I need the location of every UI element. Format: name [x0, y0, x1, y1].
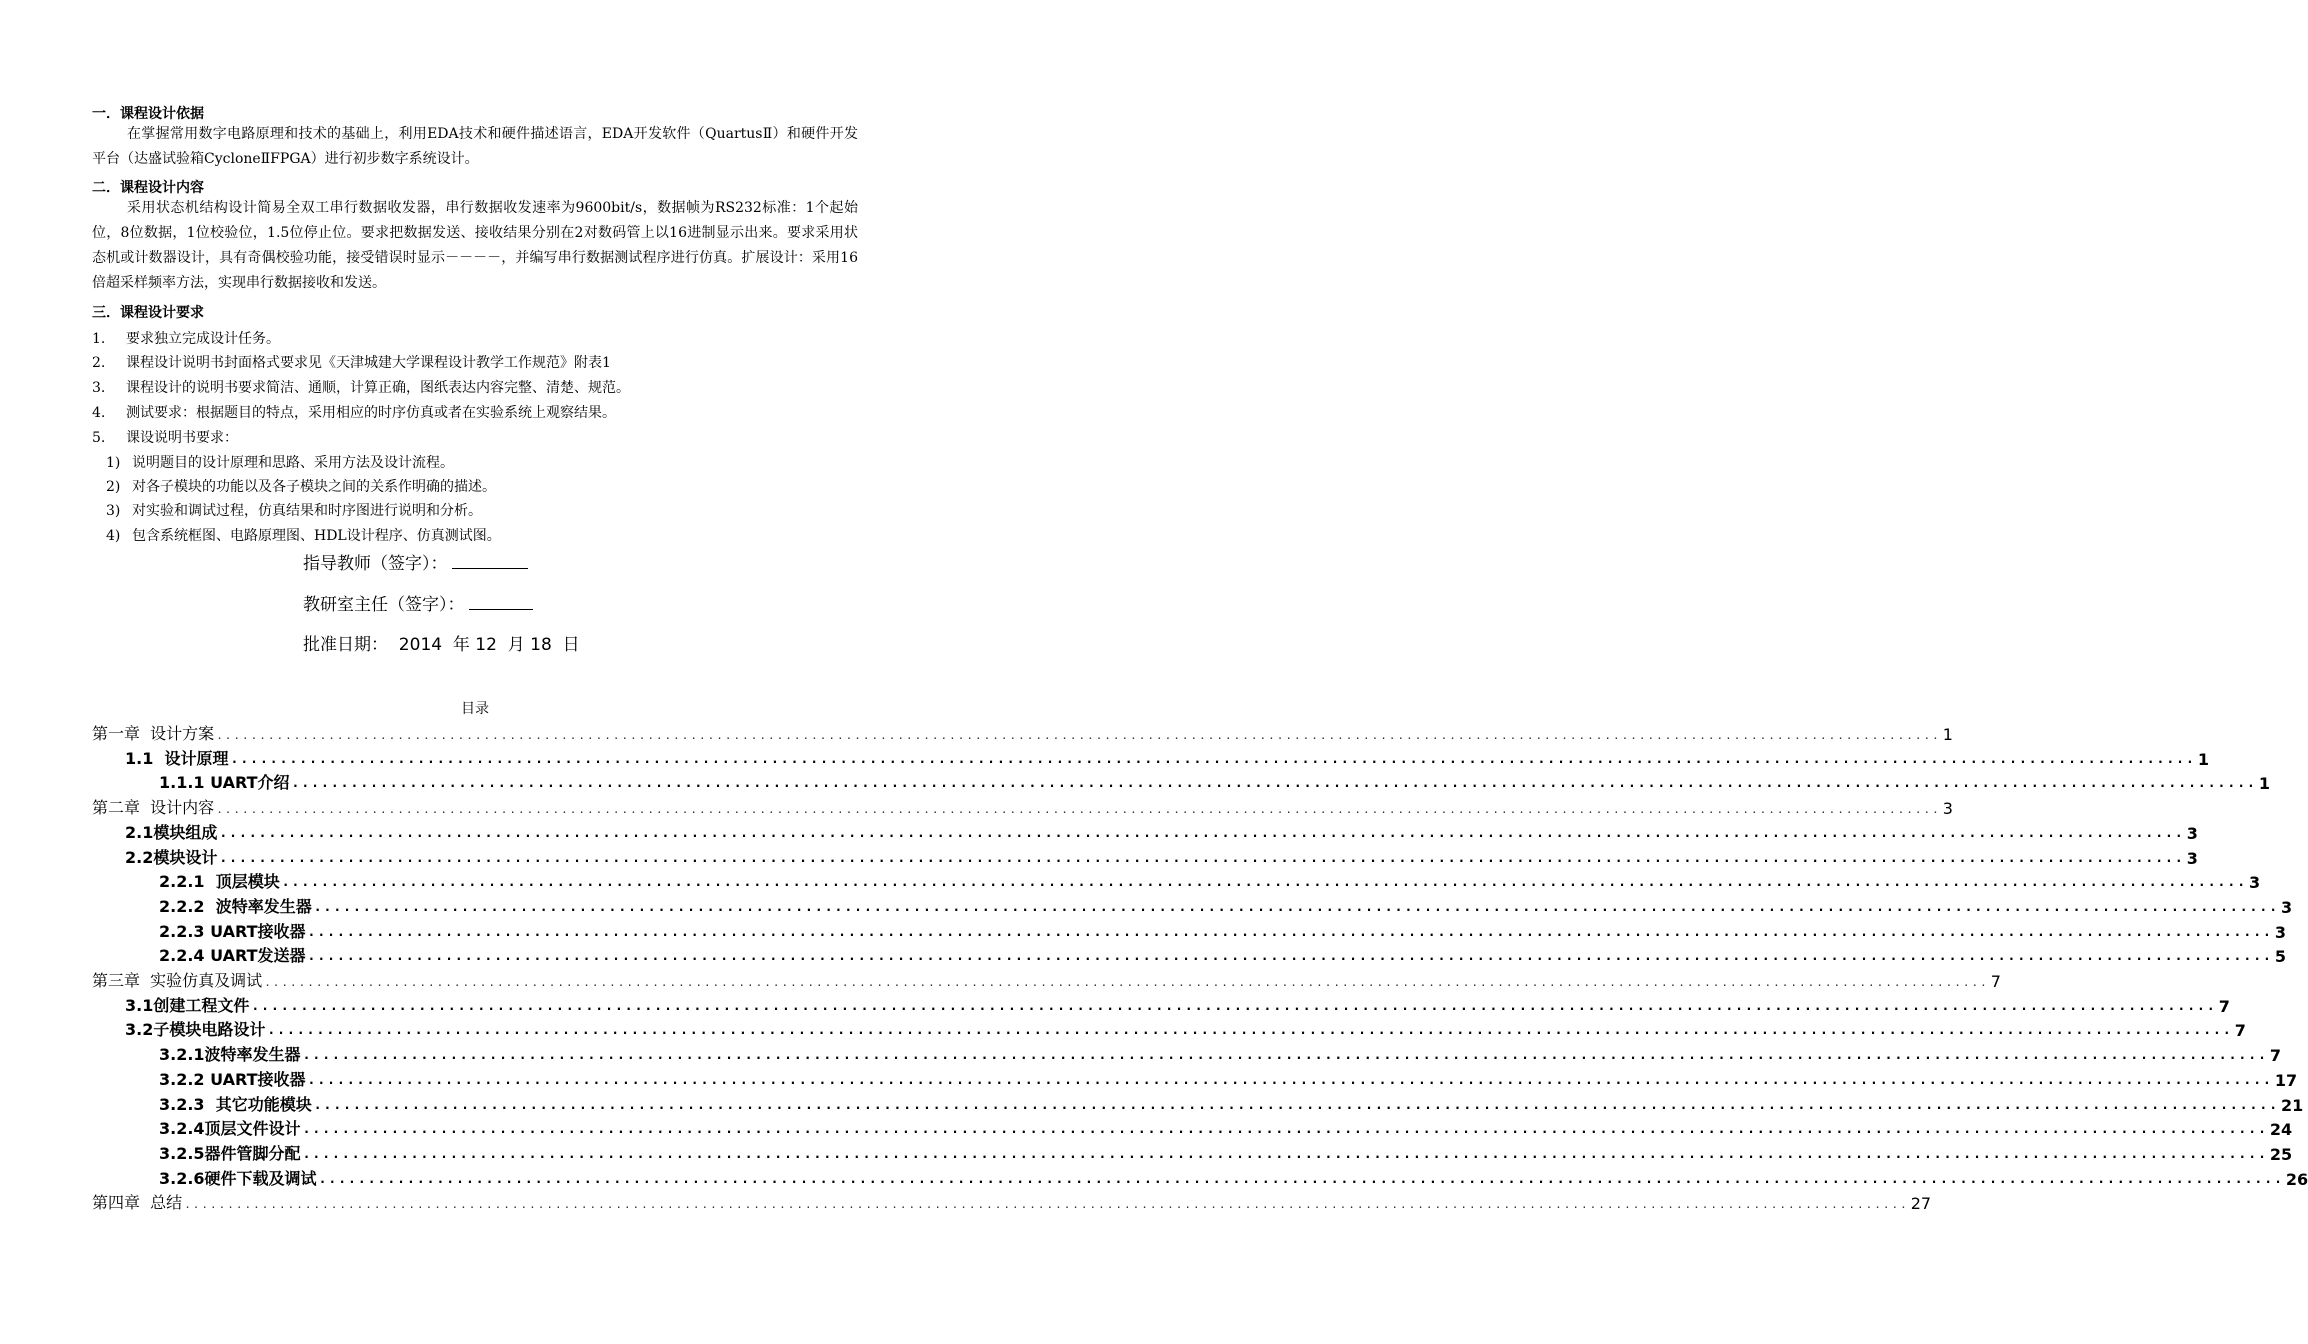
- toc-entry-page: 1: [1942, 725, 1953, 744]
- requirement-text: 测试要求：根据题目的特点，采用相应的时序仿真或者在实验系统上观察结果。: [126, 405, 616, 421]
- toc-leader-dots: ........................................................................................................................................................................................................: [302, 1048, 2268, 1064]
- section-text-basis: 在掌握常用数字电路原理和技术的基础上，利用EDA技术和硬件描述语言，EDA开发软件（QuartusⅡ）和硬件开发平台（达盛试验箱CycloneⅡFPGA）进行初步数字系统设计。: [92, 126, 858, 167]
- toc-entry[interactable]: [92, 1041, 2282, 1066]
- toc-leader-dots: ........................................................................................................................................................................................................: [216, 729, 1941, 742]
- subitem-text: 对实验和调试过程，仿真结果和时序图进行说明和分析。: [132, 503, 482, 519]
- toc-entry-page: 7: [2234, 1021, 2246, 1041]
- section-title-requirements: 三．课程设计要求: [92, 305, 204, 321]
- toc-entry-page: 21: [2281, 1095, 2304, 1115]
- subitem-text: 包含系统框图、电路原理图、HDL设计程序、仿真测试图。: [132, 528, 501, 544]
- section-text-content: 采用状态机结构设计简易全双工串行数据收发器，串行数据收发速率为9600bit/s，数据帧为RS232标准：1个起始位，8位数据，1位校验位，1.5位停止位。要求把数据发送、接收结果分别在2对数码管上以16进制显示出来。要求采用状态机或计数器设计，具有奇偶校验功能，接受错误时显示－－－－，并编写串行数据测试程序进行仿真。扩展设计：采用16倍超采样频率方法，实现串行数据接收和发送。: [92, 200, 858, 291]
- toc-entry-label: 2.2.2 波特率发生器: [159, 896, 312, 916]
- toc-entry-page: 1: [2197, 749, 2209, 769]
- toc-entry-page: 3: [2281, 897, 2293, 917]
- requirement-item: [92, 402, 616, 422]
- toc-entry[interactable]: [92, 1165, 2308, 1189]
- toc-entry[interactable]: [92, 1140, 2293, 1164]
- subitem-number: 1): [106, 455, 121, 471]
- toc-entry-label: 2.2.4 UART发送器: [159, 946, 306, 966]
- toc-entry-label: 3.2.6硬件下载及调试: [159, 1168, 317, 1188]
- toc-entry-page: 7: [2218, 996, 2230, 1016]
- teacher-signature-label: 指导教师（签字）：: [303, 554, 448, 574]
- toc-leader-dots: ........................................................................................................................................................................................................: [302, 1122, 2268, 1138]
- toc-entry-label: 1.1 设计原理: [125, 748, 229, 768]
- toc-leader-dots: ........................................................................................................................................................................................................: [219, 850, 2185, 866]
- toc-entry-label: 3.2.1波特率发生器: [159, 1045, 301, 1065]
- toc-entry[interactable]: [92, 1091, 2304, 1115]
- toc-entry-page: 24: [2269, 1120, 2293, 1140]
- toc-entry-label: 3.2.4顶层文件设计: [159, 1119, 301, 1139]
- requirement-text: 课程设计的说明书要求简洁、通顺，计算正确，图纸表达内容完整、清楚、规范。: [126, 380, 630, 396]
- requirement-subitem: [106, 452, 454, 472]
- toc-entry-page: 26: [2285, 1169, 2308, 1189]
- requirement-number: 3.: [92, 380, 106, 396]
- toc-leader-dots: ........................................................................................................................................................................................................: [318, 1171, 2284, 1187]
- toc-leader-dots: ........................................................................................................................................................................................................: [281, 875, 2248, 891]
- toc-entry-label: 第三章 实验仿真及调试: [92, 971, 263, 990]
- teacher-signature: [303, 549, 528, 574]
- toc-entry-label: 第一章 设计方案: [92, 724, 215, 743]
- toc-entry-page: 3: [2249, 873, 2261, 893]
- toc-entry[interactable]: [92, 1189, 1932, 1214]
- toc-leader-dots: ........................................................................................................................................................................................................: [291, 776, 2257, 792]
- toc-entry[interactable]: [92, 868, 2261, 893]
- toc-entry-label: 第四章 总结: [92, 1193, 183, 1213]
- toc-leader-dots: ........................................................................................................................................................................................................: [219, 825, 2185, 841]
- toc-leader-dots: ........................................................................................................................................................................................................: [267, 1023, 2233, 1039]
- toc-leader-dots: ........................................................................................................................................................................................................: [307, 949, 2273, 965]
- requirement-text: 要求独立完成设计任务。: [126, 331, 280, 347]
- toc-entry[interactable]: [92, 720, 1953, 744]
- toc-entry[interactable]: [92, 1066, 2298, 1090]
- toc-entry-page: 7: [2269, 1046, 2282, 1066]
- toc-entry[interactable]: [92, 1016, 2246, 1041]
- toc-entry-label: 1.1.1 UART介绍: [159, 773, 290, 793]
- toc-entry[interactable]: [92, 942, 2287, 967]
- toc-entry-page: 5: [2274, 947, 2287, 967]
- approval-date: 批准日期： 2014 年 12 月 18 日: [303, 635, 580, 655]
- subitem-number: 3): [106, 503, 121, 519]
- toc-entry-page: 17: [2274, 1070, 2298, 1090]
- toc-entry-label: 2.1模块组成: [125, 822, 218, 842]
- requirement-item: [92, 377, 630, 397]
- toc-leader-dots: ........................................................................................................................................................................................................: [307, 1072, 2273, 1088]
- toc-entry[interactable]: [92, 819, 2198, 843]
- toc-entry-label: 2.2.1 顶层模块: [159, 872, 280, 892]
- requirement-item: [92, 427, 238, 447]
- toc-entry-page: 3: [2186, 848, 2198, 868]
- toc-entry[interactable]: [92, 967, 2001, 991]
- requirement-number: 4.: [92, 405, 106, 421]
- toc-leader-dots: ........................................................................................................................................................................................................: [184, 1198, 1909, 1212]
- toc-entry-label: 3.2.3 其它功能模块: [159, 1094, 312, 1114]
- toc-entry-label: 3.2子模块电路设计: [125, 1020, 266, 1040]
- subitem-number: 4): [106, 528, 121, 544]
- section-title-basis: 一．课程设计依据: [92, 106, 204, 122]
- director-signature-line: [469, 591, 533, 610]
- toc-entry-page: 25: [2269, 1144, 2293, 1164]
- toc-entry[interactable]: [92, 918, 2287, 942]
- requirement-text: 课程设计说明书封面格式要求见《天津城建大学课程设计教学工作规范》附表1: [126, 355, 611, 371]
- section-title-content: 二．课程设计内容: [92, 180, 204, 196]
- toc-entry-label: 第二章 设计内容: [92, 798, 215, 818]
- requirement-subitem: [106, 476, 496, 496]
- toc-leader-dots: ........................................................................................................................................................................................................: [216, 803, 1941, 817]
- toc-leader-dots: ........................................................................................................................................................................................................: [313, 1097, 2280, 1113]
- toc-entry-label: 3.2.5器件管脚分配: [159, 1143, 301, 1163]
- subitem-number: 2): [106, 479, 121, 495]
- toc-entry-label: 3.1创建工程文件: [125, 995, 250, 1015]
- toc-leader-dots: ........................................................................................................................................................................................................: [230, 751, 2196, 767]
- toc-heading: 目录: [461, 701, 489, 717]
- toc-entry-page: 27: [1910, 1194, 1932, 1214]
- requirement-subitem: [106, 525, 501, 545]
- toc-leader-dots: ........................................................................................................................................................................................................: [313, 899, 2280, 915]
- toc-leader-dots: ........................................................................................................................................................................................................: [264, 976, 1989, 989]
- director-signature-label: 教研室主任（签字）：: [303, 595, 465, 615]
- toc-entry[interactable]: [92, 1115, 2293, 1140]
- toc-entry-label: 3.2.2 UART接收器: [159, 1069, 306, 1089]
- toc-entry[interactable]: [92, 992, 2230, 1016]
- requirement-item: [92, 328, 280, 348]
- toc-entry-page: 3: [1942, 799, 1953, 819]
- toc-entry-page: 3: [2274, 922, 2287, 942]
- requirement-number: 2.: [92, 355, 106, 371]
- toc-entry-page: 7: [1990, 972, 2001, 991]
- toc-entry[interactable]: [92, 893, 2293, 917]
- toc-entry-page: 1: [2258, 774, 2271, 794]
- toc-entry-label: 2.2.3 UART接收器: [159, 921, 306, 941]
- subitem-text: 对各子模块的功能以及各子模块之间的关系作明确的描述。: [132, 479, 496, 495]
- director-signature: [303, 590, 533, 615]
- toc-entry[interactable]: [92, 794, 1953, 819]
- requirement-number: 1.: [92, 331, 106, 347]
- toc-entry[interactable]: [92, 745, 2209, 769]
- toc-entry-label: 2.2模块设计: [125, 847, 218, 867]
- requirement-text: 课设说明书要求：: [126, 430, 238, 446]
- toc-leader-dots: ........................................................................................................................................................................................................: [307, 924, 2273, 940]
- teacher-signature-line: [452, 550, 528, 569]
- toc-leader-dots: ........................................................................................................................................................................................................: [302, 1146, 2268, 1162]
- requirement-item: [92, 352, 611, 372]
- requirement-number: 5.: [92, 430, 106, 446]
- toc-entry-page: 3: [2186, 823, 2198, 843]
- requirement-subitem: [106, 500, 482, 520]
- toc-leader-dots: ........................................................................................................................................................................................................: [251, 998, 2217, 1014]
- subitem-text: 说明题目的设计原理和思路、采用方法及设计流程。: [132, 455, 454, 471]
- toc-entry[interactable]: [92, 844, 2198, 868]
- toc-entry[interactable]: [92, 769, 2271, 794]
